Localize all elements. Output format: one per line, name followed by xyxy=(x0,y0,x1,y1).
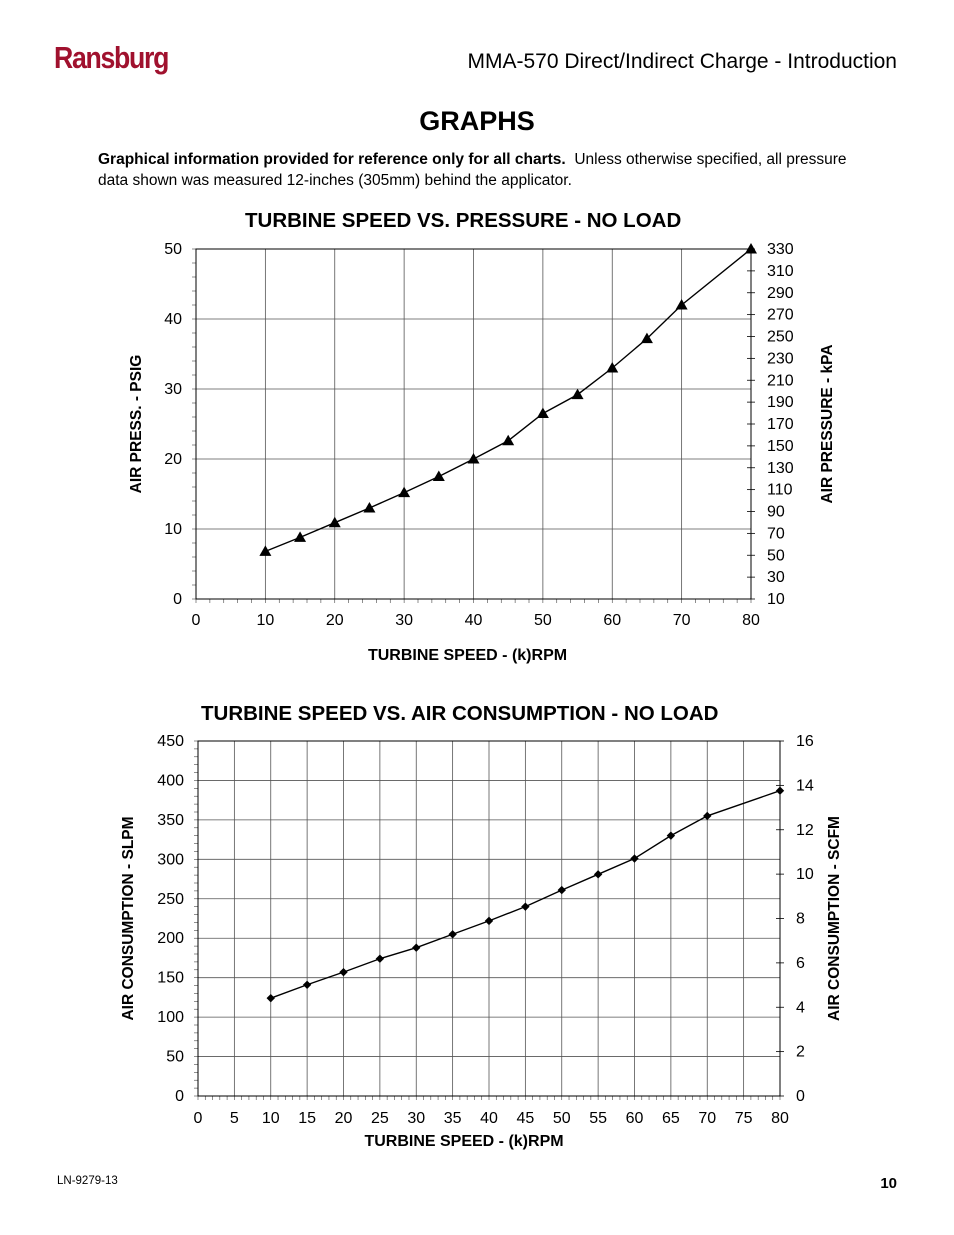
data-point-diamond xyxy=(594,870,602,878)
y-tick-label: 0 xyxy=(175,1088,184,1105)
x-tick-label: 75 xyxy=(734,1110,753,1127)
y-axis-label: AIR PRESS. - PSIG xyxy=(128,354,145,494)
data-point-triangle xyxy=(363,502,375,513)
data-point-triangle xyxy=(329,517,341,528)
x-tick-label: 80 xyxy=(771,1110,789,1127)
x-tick-label: 20 xyxy=(334,1110,353,1127)
doc-number: LN-9279-13 xyxy=(57,1175,118,1187)
y2-tick-label: 2 xyxy=(796,1043,805,1061)
x-tick-label: 55 xyxy=(589,1110,608,1127)
page-heading: GRAPHS xyxy=(419,106,535,136)
y-axis-label: AIR CONSUMPTION - SLPM xyxy=(120,816,137,1021)
y2-tick-label: 210 xyxy=(767,372,794,390)
data-point-triangle xyxy=(502,435,514,446)
data-point-triangle xyxy=(537,408,549,419)
y-tick-label: 20 xyxy=(164,451,182,468)
data-point-triangle xyxy=(468,453,480,464)
x-tick-label: 5 xyxy=(229,1110,239,1127)
y-tick-label: 400 xyxy=(157,772,184,790)
x-axis-label: TURBINE SPEED - (k)RPM xyxy=(364,1133,564,1150)
data-point-diamond xyxy=(776,787,784,795)
y2-axis-label: AIR CONSUMPTION - SCFM xyxy=(826,816,843,1021)
data-point-triangle xyxy=(676,299,688,310)
data-point-triangle xyxy=(745,243,757,254)
y2-tick-label: 130 xyxy=(767,459,794,477)
y2-tick-label: 70 xyxy=(767,525,785,543)
x-tick-label: 60 xyxy=(603,612,622,629)
x-tick-label: 45 xyxy=(516,1110,535,1127)
y2-tick-label: 170 xyxy=(767,416,794,433)
x-tick-label: 70 xyxy=(698,1110,717,1127)
pressure-chart xyxy=(0,230,954,700)
data-point-diamond xyxy=(667,831,675,839)
y2-tick-label: 50 xyxy=(767,547,785,565)
data-point-diamond xyxy=(448,930,456,938)
y-tick-label: 0 xyxy=(173,591,182,608)
y-tick-label: 100 xyxy=(157,1009,184,1027)
y2-tick-label: 4 xyxy=(796,999,805,1017)
x-tick-label: 35 xyxy=(443,1110,462,1127)
y-tick-label: 50 xyxy=(164,241,182,258)
y2-tick-label: 150 xyxy=(767,437,794,455)
x-tick-label: 30 xyxy=(395,612,414,629)
y2-tick-label: 230 xyxy=(767,350,794,368)
chart2-title: TURBINE SPEED VS. AIR CONSUMPTION - NO LOAD xyxy=(201,702,719,725)
x-tick-label: 10 xyxy=(261,1110,280,1127)
data-point-diamond xyxy=(412,943,420,951)
x-tick-label: 20 xyxy=(325,612,344,629)
y-tick-label: 450 xyxy=(157,733,184,750)
series-line xyxy=(265,249,751,551)
data-point-diamond xyxy=(485,917,493,925)
chart1-title: TURBINE SPEED VS. PRESSURE - NO LOAD xyxy=(245,209,682,232)
y-tick-label: 30 xyxy=(164,381,182,398)
y-tick-label: 50 xyxy=(166,1048,184,1066)
brand-logo: Ransburg xyxy=(54,40,169,75)
y-tick-label: 300 xyxy=(157,851,184,869)
data-point-diamond xyxy=(703,812,711,820)
intro-text: Unless otherwise specified, all pressure data shown was measured 12-inches (305mm) behind the applicator. xyxy=(98,151,847,189)
data-point-diamond xyxy=(376,955,384,963)
x-tick-label: 60 xyxy=(625,1110,644,1127)
data-point-diamond xyxy=(339,968,347,976)
y2-tick-label: 6 xyxy=(796,954,805,972)
y2-tick-label: 310 xyxy=(767,262,794,280)
data-point-diamond xyxy=(303,981,311,989)
data-point-triangle xyxy=(433,471,445,482)
x-tick-label: 65 xyxy=(661,1110,680,1127)
y2-tick-label: 290 xyxy=(767,284,794,302)
y2-tick-label: 12 xyxy=(796,821,814,839)
y-tick-label: 150 xyxy=(157,969,184,987)
x-tick-label: 25 xyxy=(370,1110,389,1127)
y-tick-label: 250 xyxy=(157,890,184,908)
intro-bold: Graphical information provided for reference only for all charts. xyxy=(98,151,566,168)
x-axis-label: TURBINE SPEED - (k)RPM xyxy=(367,647,568,664)
y2-tick-label: 90 xyxy=(767,503,785,521)
x-tick-label: 70 xyxy=(672,612,691,629)
air-consumption-chart xyxy=(0,720,954,1160)
y2-tick-label: 30 xyxy=(767,569,785,587)
x-tick-label: 40 xyxy=(480,1110,498,1127)
x-tick-label: 15 xyxy=(298,1110,317,1127)
y-tick-label: 40 xyxy=(164,311,182,328)
data-point-diamond xyxy=(630,854,638,862)
y-tick-label: 350 xyxy=(157,811,184,829)
x-tick-label: 80 xyxy=(742,612,760,629)
x-tick-label: 40 xyxy=(464,612,483,629)
x-tick-label: 30 xyxy=(407,1110,426,1127)
x-tick-label: 10 xyxy=(256,612,275,629)
y2-tick-label: 16 xyxy=(796,733,814,750)
x-tick-label: 50 xyxy=(552,1110,571,1127)
intro-paragraph xyxy=(98,149,878,191)
y2-axis-label: AIR PRESSURE - kPA xyxy=(819,344,836,504)
data-point-diamond xyxy=(267,994,275,1002)
data-point-triangle xyxy=(398,487,410,498)
x-tick-label: 0 xyxy=(191,612,201,629)
y2-tick-label: 110 xyxy=(767,481,793,499)
x-tick-label: 0 xyxy=(193,1110,203,1127)
x-tick-label: 50 xyxy=(533,612,552,629)
y2-tick-label: 190 xyxy=(767,394,794,412)
y2-tick-label: 270 xyxy=(767,306,794,324)
y2-tick-label: 330 xyxy=(767,241,794,258)
data-point-triangle xyxy=(259,545,271,556)
data-point-diamond xyxy=(521,902,529,910)
y-tick-label: 200 xyxy=(157,930,184,948)
y2-tick-label: 8 xyxy=(796,910,805,928)
y-tick-label: 10 xyxy=(164,521,182,538)
data-point-triangle xyxy=(572,389,584,400)
data-point-triangle xyxy=(294,531,306,542)
data-point-diamond xyxy=(558,886,566,894)
y2-tick-label: 10 xyxy=(796,866,814,884)
y2-tick-label: 250 xyxy=(767,328,794,346)
y2-tick-label: 14 xyxy=(796,777,814,795)
y2-tick-label: 0 xyxy=(796,1088,805,1105)
page-number: 10 xyxy=(880,1175,897,1192)
header-title: MMA-570 Direct/Indirect Charge - Introduction xyxy=(467,50,897,73)
y2-tick-label: 10 xyxy=(767,591,785,608)
